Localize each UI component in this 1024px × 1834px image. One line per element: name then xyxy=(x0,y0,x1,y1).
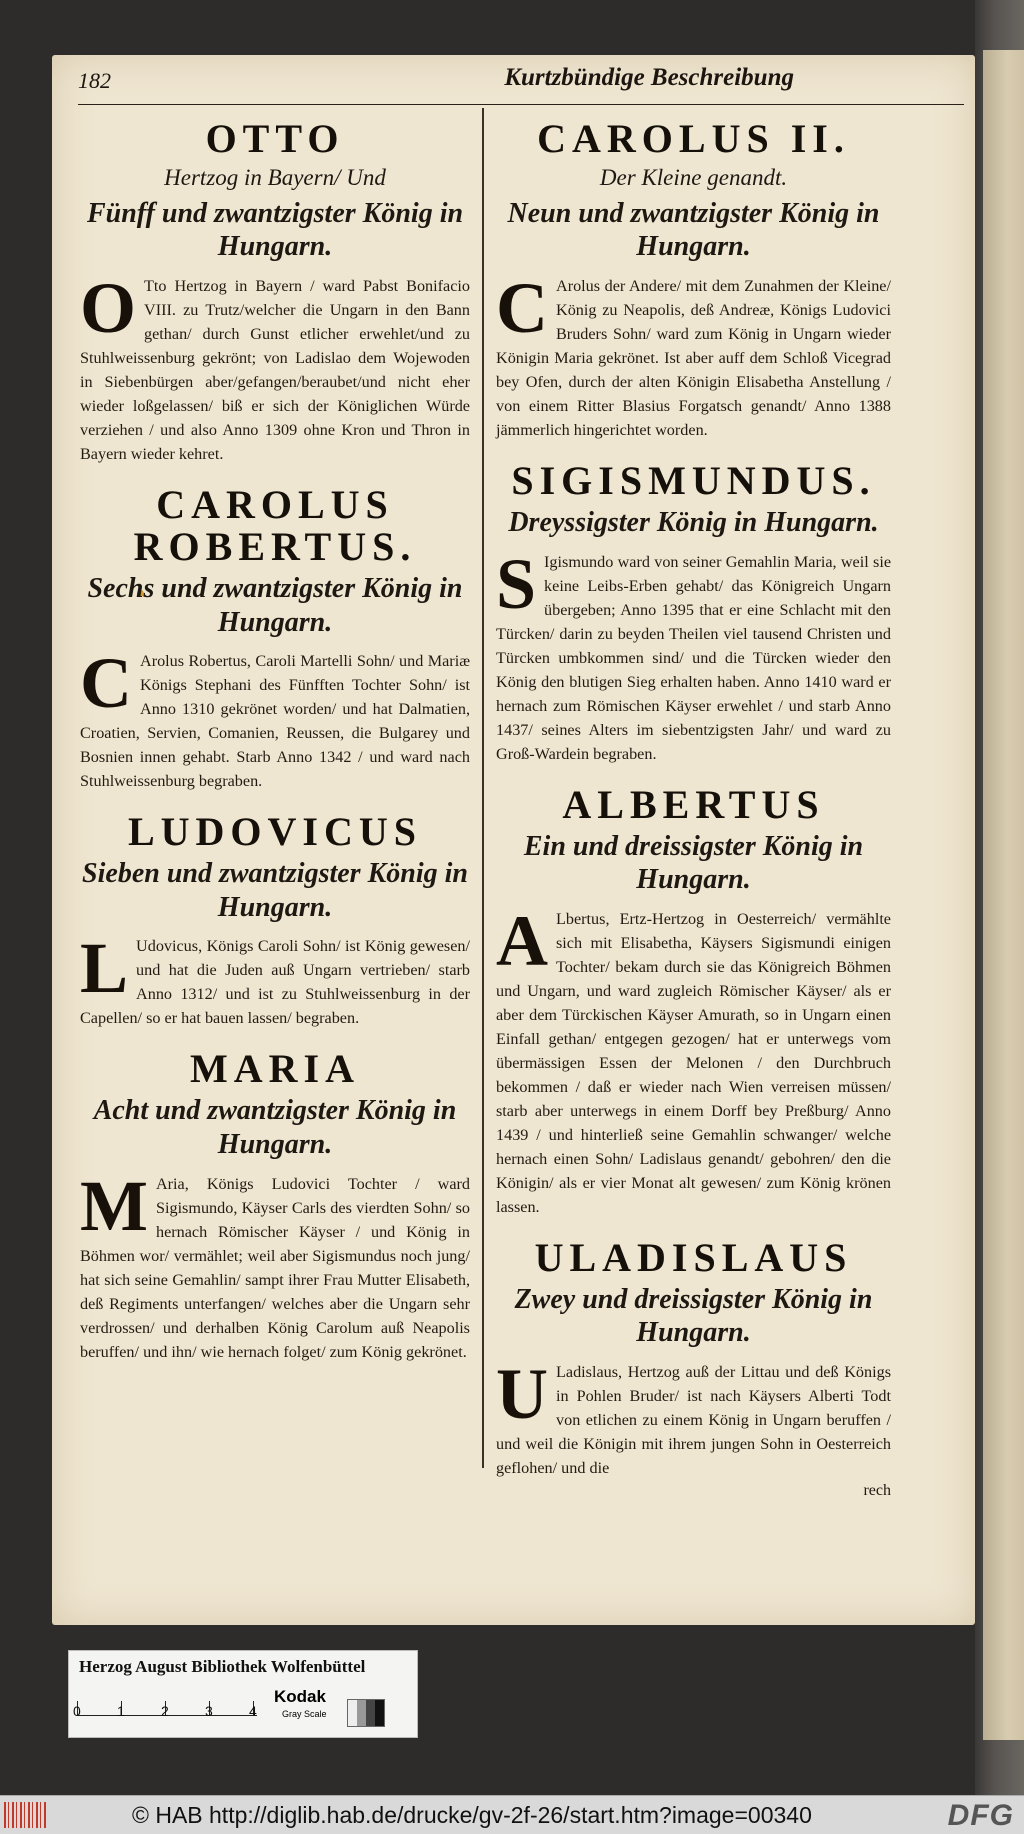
page-number: 182 xyxy=(78,68,111,93)
king-ordinal: Fünff und zwantzigster König in Hungarn. xyxy=(86,197,464,263)
biography-text: Ladislaus, Hertzog auß der Littau und deß Königs in Pohlen Bruder/ ist nach Käysers Alberti Todt von etlichen zu einem König in Ungarn beruffen / und weil die Königin mit ihrem jungen Sohn in Oesterreich geflohen/ und die xyxy=(496,1362,891,1477)
right-column xyxy=(496,112,891,1518)
king-ordinal: Zwey und dreissigster König in Hungarn. xyxy=(514,1283,873,1349)
scale-number: 2 xyxy=(161,1703,169,1719)
king-biography xyxy=(496,900,891,1219)
scale-number: 0 xyxy=(73,1703,81,1719)
king-ordinal: Acht und zwantzigster König in Hungarn. xyxy=(93,1095,457,1160)
library-color-card xyxy=(68,1650,418,1738)
king-subtitle: Der Kleine genandt. xyxy=(599,165,788,190)
left-column xyxy=(80,112,470,1382)
gray-scale-swatch xyxy=(347,1699,385,1727)
footer-source-link[interactable]: © HAB http://diglib.hab.de/drucke/gv-2f-26/start.htm?image=00340 xyxy=(132,1802,812,1828)
king-ordinal: Ein und dreissigster König in Hungarn. xyxy=(523,830,864,896)
dropcap: L xyxy=(80,928,129,1009)
king-name: CAROLUS ROBERTUS. xyxy=(133,481,417,569)
biography-text: Tto Hertzog in Bayern / ward Pabst Bonifacio VIII. zu Trutz/welcher die Ungarn in den Bann gethan/ durch Gunst etlicher erwehlet/und zu Stuhlweissenburg gekrönt; von Ladislao dem Wojewoden in Siebenbürgen aber/gefangen/beraubet/und nicht eher wieder loßgelassen/ biß er sich der Königlichen Würde verziehen / und also Anno 1309 ohne Kron und Thron in Bayern wieder kehret. xyxy=(80,276,470,463)
king-ordinal: Sechs und zwantzigster König in Hungarn. xyxy=(87,572,463,638)
biography-text: Arolus der Andere/ mit dem Zunahmen der Kleine/ König zu Neapolis, deß Andreæ, Königs Ludovici Bruders Sohn/ ward zum König in Ungarn wieder Königin Maria gekrönet. Ist aber auff dem Schloß Vicegrad bey Ofen, durch der alten Königin Elisabetha Anstellung / von einem Ritter Blasius Forgatsch genandt/ Anno 1388 jämmerlich hingerichtet worden. xyxy=(496,276,891,439)
grayscale-label: Gray Scale xyxy=(282,1709,327,1719)
next-page-edge xyxy=(983,50,1024,1740)
king-name: LUDOVICUS xyxy=(127,809,423,855)
biography-text: Aria, Königs Ludovici Tochter / ward Sigismundo, Käyser Carls des vierdten Sohn/ so hernach Römischer Käyser / und König in Böhmen wor/ vermählet; weil aber Sigismundus noch jung/ hat sich seine Gemahlin/ sampt ihrer Frau Mutter Elisabeth, deß Regiments unterfangen/ welches aber die Ungarn sehr verdrossen/ und derhalben König Carolum auß Neapolis beruffen/ und ihn/ wie hernach folget/ zum König gekrönet. xyxy=(80,1174,470,1361)
king-biography xyxy=(496,1353,891,1480)
king-name: OTTO xyxy=(205,116,345,161)
dropcap: A xyxy=(496,900,548,981)
entry-carolus-robertus xyxy=(80,481,470,793)
entry-albertus xyxy=(496,781,891,1219)
king-name: ALBERTUS xyxy=(562,781,825,827)
king-biography xyxy=(496,543,891,766)
column-divider xyxy=(482,108,484,1468)
king-name: CAROLUS II. xyxy=(537,116,850,161)
dropcap: C xyxy=(80,643,132,724)
king-ordinal: Sieben und zwantzigster König in Hungarn. xyxy=(82,858,468,923)
king-ordinal: Dreyssigster König in Hungarn. xyxy=(508,506,879,538)
king-biography xyxy=(80,1165,470,1364)
king-biography xyxy=(80,928,470,1030)
entry-otto xyxy=(80,118,470,466)
king-subtitle: Hertzog in Bayern/ Und xyxy=(164,165,386,190)
entry-carolus-ii xyxy=(496,118,891,442)
kodak-label: Kodak xyxy=(274,1687,326,1706)
king-name: MARIA xyxy=(190,1046,360,1092)
page-header xyxy=(78,60,964,105)
catchword: rech xyxy=(863,1481,891,1499)
king-ordinal: Neun und zwantzigster König in Hungarn. xyxy=(507,197,880,263)
dropcap: M xyxy=(80,1165,148,1246)
entry-maria xyxy=(80,1048,470,1363)
biography-text: Arolus Robertus, Caroli Martelli Sohn/ und Mariæ Königs Stephani des Fünfften Tochter Sohn/ ist Anno 1310 gekrönet worden/ und hat Dalmatien, Croatien, Servien, Comanien, Reussen, die Bulgarey und Bosnien innen gehabt. Starb Anno 1342 / und ward nach Stuhlweissenburg begraben. xyxy=(80,652,470,791)
biography-text: Igismundo ward von seiner Gemahlin Maria, weil sie keine Leibs-Erben gehabt/ das Königreich Ungarn übergeben; Anno 1395 that er eine Schlacht mit den Türcken/ darin zu beyden Theilen viel tausend Christen und Türcken umbkommen sind/ und die Türcken wieder den König den blutigen Sieg erhalten haben. Anno 1410 ward er hernach zum Römischen Käyser erwehlet / und starb Anno 1437/ seines Alters im siebentzigsten Jahr/ und ward zu Groß-Wardein begraben. xyxy=(496,552,891,763)
biography-text: Lbertus, Ertz-Hertzog in Oesterreich/ vermählte sich mit Elisabetha, Käysers Sigismundi einigen Tochter/ bekam durch sie das Königreich Böhmen und Ungarn, und ward zugleich Römischer Käyser/ als er aber dem Türckischen Käyser Amurath, so in Ungarn einen Einfall gethan/ entgegen gezogen/ hat er unterwegs vom übermässigen Essen der Melonen / den Durchbruch bekommen / daß er wieder nach Wien verreisen müssen/ starb aber unterwegs in einem Dorff bey Preßburg/ Anno 1439 / und hinterließ seine Gemahlin schwanger/ welche hernach einen Sohn/ Ladislaus genandt/ gebohren/ den die Königin/ als er vier Monat alt gewesen/ zum König krönen lassen. xyxy=(496,909,891,1216)
running-title: Kurtzbündige Beschreibung xyxy=(504,64,794,91)
king-biography xyxy=(80,267,470,466)
dropcap: U xyxy=(496,1353,548,1434)
king-name: SIGISMUNDUS. xyxy=(511,457,876,503)
scale-number: 4 xyxy=(249,1703,257,1719)
king-name: ULADISLAUS xyxy=(534,1234,853,1280)
scale-number: 1 xyxy=(117,1703,125,1719)
dfg-logo: DFG xyxy=(947,1799,1014,1832)
dropcap: C xyxy=(496,267,548,348)
barcode-icon xyxy=(4,1802,46,1828)
dropcap: S xyxy=(496,543,537,624)
library-name: Herzog August Bibliothek Wolfenbüttel xyxy=(79,1657,366,1676)
footer-bar xyxy=(0,1795,1024,1834)
dropcap: O xyxy=(80,267,137,348)
king-biography xyxy=(496,267,891,442)
king-biography xyxy=(80,643,470,793)
entry-ludovicus xyxy=(80,811,470,1030)
entry-uladislaus xyxy=(496,1234,891,1500)
entry-sigismundus xyxy=(496,457,891,766)
scale-number: 3 xyxy=(205,1703,213,1719)
biography-text: Udovicus, Königs Caroli Sohn/ ist König gewesen/ und hat die Juden auß Ungarn vertrieben/ starb Anno 1312/ und ist zu Stuhlweissenburg in der Capellen/ so er hat bauen lassen/ begraben. xyxy=(80,937,470,1028)
